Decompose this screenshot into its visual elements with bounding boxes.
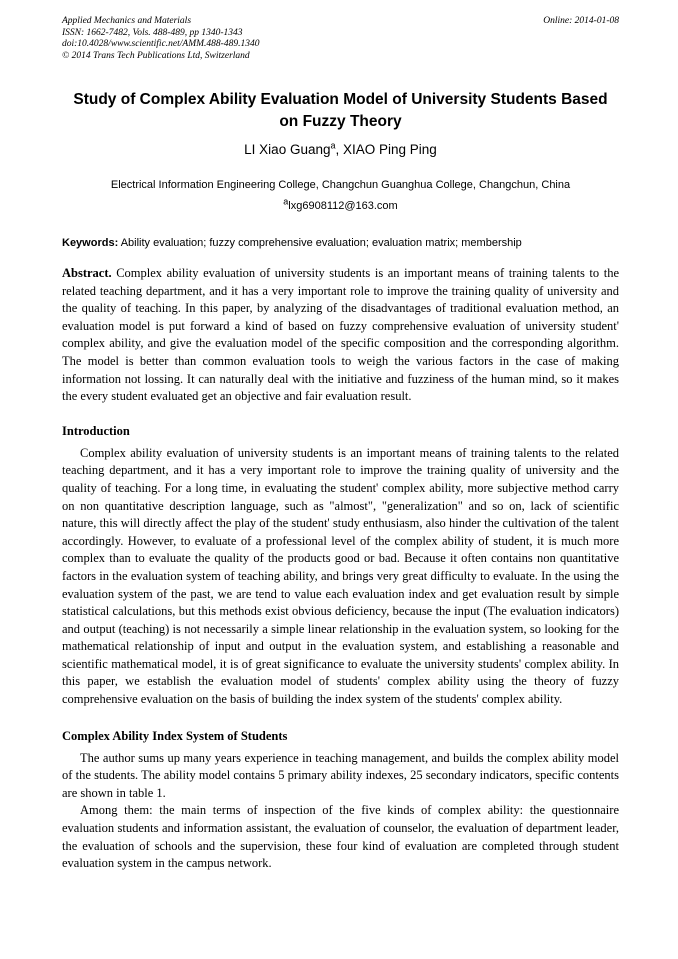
section-heading-introduction: Introduction	[62, 423, 130, 438]
index-system-paragraph-1: The author sums up many years experience in teaching management, and builds the complex ability model of the students. The ability model contains 5 primary ability indexes, 25 secondary indicators, specific contents are shown in table 1.	[62, 750, 619, 800]
doi-line: doi:10.4028/www.scientific.net/AMM.488-489.1340	[62, 39, 260, 49]
paper-title: Study of Complex Ability Evaluation Model of University Students Based on Fuzzy Theory	[73, 91, 608, 130]
publication-info-block	[62, 16, 259, 62]
publication-header	[62, 16, 619, 62]
email-superscript: a	[283, 196, 289, 207]
abstract-paragraph	[62, 265, 619, 406]
affiliation: Electrical Information Engineering College, Changchun Guanghua College, Changchun, China	[110, 179, 571, 191]
author-2: , XIAO Ping Ping	[335, 142, 437, 157]
author-1: LI Xiao Guang	[244, 142, 331, 157]
section-heading-index-system: Complex Ability Index System of Students	[62, 728, 288, 743]
author-1-superscript: a	[330, 140, 336, 151]
authors-line	[62, 140, 619, 159]
journal-name: Applied Mechanics and Materials	[62, 16, 192, 26]
abstract-text: Complex ability evaluation of university students is an important means of training talents to the related teaching department, and it has a very important role to improve the training quality of university and the quality of teaching. In this paper, by analyzing of the disadvantages of traditional evaluation method, an evaluation model is put forward a kind of based on fuzzy comprehensive evaluation of university student' complex ability, and give the evaluation model of the specific composition and the corresponding algorithm. The model is better than common evaluation tools to weigh the various factors in the case of making information not lossing. It can naturally deal with the initiative and fuzziness of the human mind, so it makes the every student evaluated get an objective and fair evaluation result.	[62, 266, 619, 404]
abstract-label: Abstract.	[62, 266, 112, 280]
email-address: lxg6908112@163.com	[288, 200, 398, 212]
keywords-text: Ability evaluation; fuzzy comprehensive evaluation; evaluation matrix; membership	[118, 237, 522, 249]
issn-line: ISSN: 1662-7482, Vols. 488-489, pp 1340-1343	[62, 27, 243, 38]
copyright-line: © 2014 Trans Tech Publications Ltd, Switzerland	[62, 50, 250, 61]
introduction-paragraph: Complex ability evaluation of university students is an important means of training talents to the related teaching department, and it has a very important role to improve the training quality of university and the quality of teaching. For a long time, in evaluating the student' complex ability, more subjective method carry on non quantitative description language, such as "almost", "generalization" and so on, lack of scientific nature, this will directly affect the play of the student' study enthusiasm, also hinder the cultivation of the talent accordingly. However, to evaluate of a professional level of the complex ability of student, it is much more complex than to evaluate the quality of the products good or bad. Because it often contains non quantitative factors in the evaluation system of teaching ability, and brings very great difficulty to evaluate. In the using the evaluation system of the past, we are tend to value each evaluation index and get evaluation result by simple statistical calculations, but this methods exist obvious deficiency, because the input (The evaluation indicators) and output (teaching) is not necessarily a simple linear relationship in the evaluation system, so looking for the mathematical relationship of input and output in the evaluation system, and establishing a reasonable and scientific mathematical model, it is of great significance to evaluate the university students' complex ability. In this paper, we establish the evaluation model of students' complex ability using the theory of fuzzy comprehensive evaluation on the basis of building the index system of the students' complex ability.	[62, 445, 619, 707]
email-line	[62, 196, 619, 213]
keywords-label: Keywords:	[62, 237, 119, 249]
online-date: Online: 2014-01-08	[543, 16, 619, 26]
index-system-paragraph-2: Among them: the main terms of inspection of the five kinds of complex ability: the questionnaire evaluation students and information assistant, the evaluation of counselor, the evaluation of department leader, the evaluation of schools and the supervision, these four kind of evaluation are completed through student evaluation system in the campus network.	[62, 803, 619, 871]
keywords-line	[62, 236, 619, 250]
